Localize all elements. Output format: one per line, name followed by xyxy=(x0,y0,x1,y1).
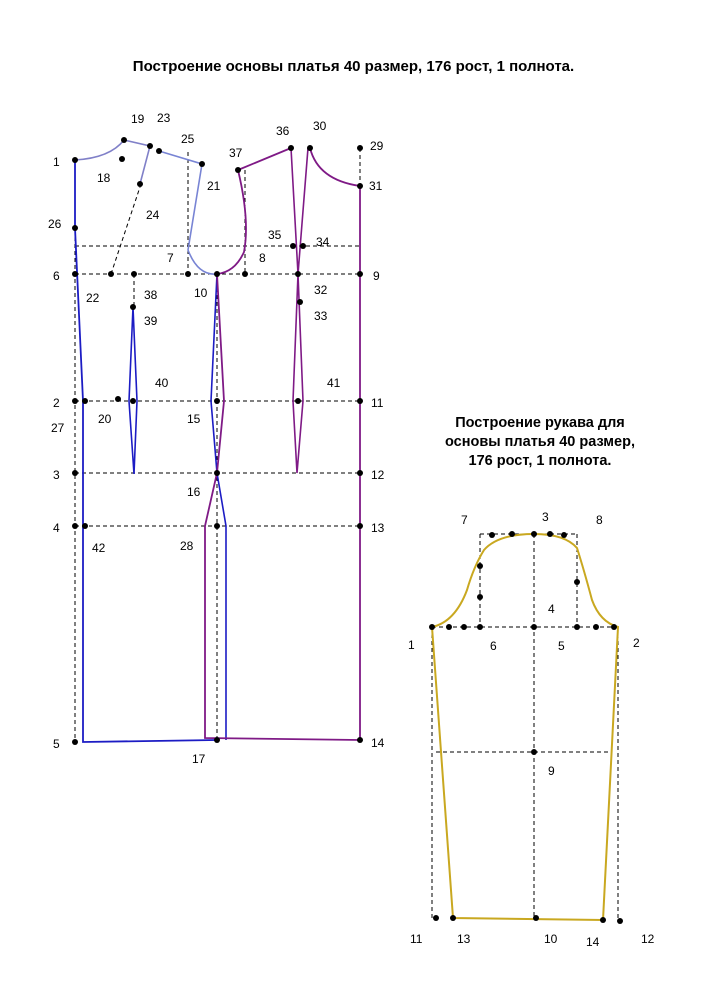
sleeve-title-line-2: основы платья 40 размер, xyxy=(445,434,635,450)
dress-label-12: 12 xyxy=(371,468,385,482)
dress-label-24: 24 xyxy=(146,208,160,222)
sleeve-label-10: 10 xyxy=(544,932,558,946)
sleeve-points xyxy=(429,531,623,924)
sleeve-title-line-3: 176 рост, 1 полнота. xyxy=(468,453,612,469)
dress-label-37: 37 xyxy=(229,146,243,160)
sleeve-label-9: 9 xyxy=(548,764,555,778)
dress-label-11: 11 xyxy=(371,396,384,410)
sleeve-label-6: 6 xyxy=(490,639,497,653)
dress-label-33: 33 xyxy=(314,309,328,323)
sleeve-label-5: 5 xyxy=(558,639,565,653)
dress-label-13: 13 xyxy=(371,521,385,535)
dress-label-16: 16 xyxy=(187,485,201,499)
dress-back-outline xyxy=(205,148,360,740)
sleeve-label-4: 4 xyxy=(548,602,555,616)
dress-label-9: 9 xyxy=(373,269,380,283)
dress-label-2: 2 xyxy=(53,396,60,410)
dress-label-30: 30 xyxy=(313,119,327,133)
dress-label-7: 7 xyxy=(167,251,174,265)
sleeve-outline xyxy=(432,534,618,920)
dress-label-18: 18 xyxy=(97,171,111,185)
sleeve-label-2: 2 xyxy=(633,636,640,650)
dress-label-21: 21 xyxy=(207,179,221,193)
dress-label-26: 26 xyxy=(48,217,62,231)
dress-label-3: 3 xyxy=(53,468,60,482)
dress-label-15: 15 xyxy=(187,412,201,426)
dress-label-17: 17 xyxy=(192,752,206,766)
dress-label-5: 5 xyxy=(53,737,60,751)
dress-label-31: 31 xyxy=(369,179,383,193)
sleeve-label-11: 11 xyxy=(410,932,423,946)
dress-label-40: 40 xyxy=(155,376,169,390)
dress-label-34: 34 xyxy=(316,235,330,249)
dress-label-42: 42 xyxy=(92,541,106,555)
dress-label-41: 41 xyxy=(327,376,341,390)
dress-label-28: 28 xyxy=(180,539,194,553)
dress-label-29: 29 xyxy=(370,139,384,153)
sleeve-label-1: 1 xyxy=(408,638,415,652)
dress-label-1: 1 xyxy=(53,155,60,169)
sleeve-label-7: 7 xyxy=(461,513,468,527)
dress-point-labels xyxy=(48,111,385,766)
dress-label-20: 20 xyxy=(98,412,112,426)
dress-label-38: 38 xyxy=(144,288,158,302)
dress-label-39: 39 xyxy=(144,314,158,328)
dress-label-10: 10 xyxy=(194,286,208,300)
sleeve-label-3: 3 xyxy=(542,510,549,524)
dress-label-32: 32 xyxy=(314,283,328,297)
sleeve-label-14: 14 xyxy=(586,935,600,949)
dress-label-36: 36 xyxy=(276,124,290,138)
dress-label-35: 35 xyxy=(268,228,282,242)
sleeve-title-line-1: Построение рукава для xyxy=(455,415,625,431)
dress-label-25: 25 xyxy=(181,132,195,146)
sleeve-label-13: 13 xyxy=(457,932,471,946)
dress-label-4: 4 xyxy=(53,521,60,535)
dress-front-outline xyxy=(75,140,226,742)
dress-label-14: 14 xyxy=(371,736,385,750)
dress-label-19: 19 xyxy=(131,112,145,126)
dress-label-23: 23 xyxy=(157,111,171,125)
sleeve-label-8: 8 xyxy=(596,513,603,527)
dress-label-27: 27 xyxy=(51,421,65,435)
sleeve-point-labels xyxy=(408,510,655,949)
dress-label-8: 8 xyxy=(259,251,266,265)
sleeve-label-12: 12 xyxy=(641,932,655,946)
dress-label-22: 22 xyxy=(86,291,100,305)
dress-label-6: 6 xyxy=(53,269,60,283)
page-title: Построение основы платья 40 размер, 176 рост, 1 полнота. xyxy=(132,58,575,75)
